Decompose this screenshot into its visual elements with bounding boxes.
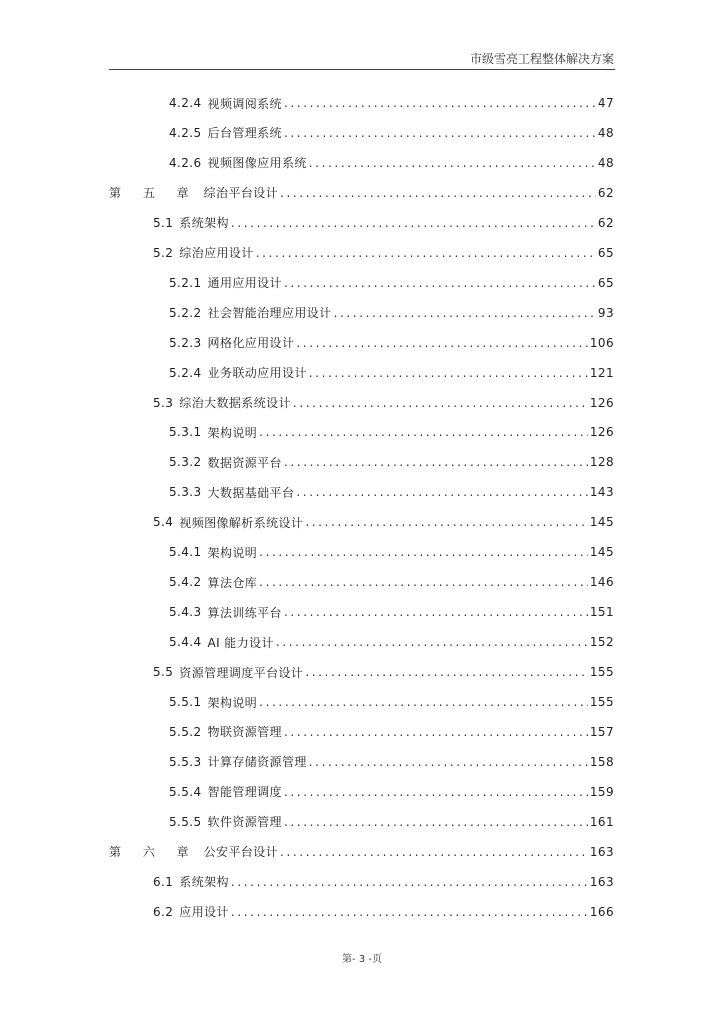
toc-entry[interactable] [0,722,724,742]
toc-entry[interactable] [0,333,724,353]
dot-leader [259,425,588,439]
toc-entry[interactable] [0,572,724,592]
toc-entry[interactable] [0,632,724,652]
dot-leader [259,575,588,589]
toc-entry-title: 综治应用设计 [179,246,254,261]
toc-entry-number: 5.3.2 [169,455,202,470]
toc-entry[interactable] [0,273,724,293]
dot-leader [284,455,588,469]
toc-entry-number: 5.4 [153,515,174,530]
dot-leader [256,246,596,260]
toc-entry-title: 公安平台设计 [203,845,279,860]
dot-leader [231,216,596,230]
toc-entry[interactable] [0,303,724,323]
toc-entry-page: 65 [597,245,614,260]
toc-entry[interactable] [0,872,724,892]
toc-entry[interactable] [0,243,724,263]
toc-entry-page: 65 [597,275,614,290]
toc-entry-title: 资源管理调度平台设计 [179,665,304,680]
toc-entry[interactable] [0,93,724,113]
toc-entry-number: 第 六 章 [109,845,198,860]
dot-leader [284,126,596,140]
toc-entry-page: 121 [589,365,614,380]
toc-entry-number: 5.3.1 [169,425,202,440]
toc-entry-page: 152 [589,635,614,650]
toc-entry-title: 大数据基础平台 [207,485,295,500]
toc-entry-page: 155 [589,695,614,709]
toc-entry-number: 5.3 [153,395,174,410]
toc-entry-number: 5.2.4 [169,365,202,380]
toc-entry-number: 5.4.3 [169,605,202,620]
toc-entry-number: 5.2.2 [169,305,202,320]
toc-entry[interactable] [0,662,724,682]
dot-leader [231,905,588,919]
toc-entry-title: 视频图像解析系统设计 [179,515,304,530]
toc-entry[interactable] [0,123,724,143]
dot-leader [284,785,588,799]
toc-entry-title: 网格化应用设计 [207,336,295,351]
toc-entry-page: 48 [597,155,614,170]
toc-entry-number: 5.2.3 [169,335,202,350]
toc-entry-number: 第 五 章 [109,186,198,201]
dot-leader [280,186,596,200]
toc-entry-number: 5.5.1 [169,695,202,709]
dot-leader [259,545,588,559]
toc-entry-page: 62 [597,185,614,200]
dot-leader [231,875,588,889]
toc-entry-title: 业务联动应用设计 [207,366,307,381]
toc-entry-number: 5.5.4 [169,784,202,799]
toc-entry[interactable] [0,842,724,862]
dot-leader [296,485,588,499]
toc-entry-title: 架构说明 [207,695,258,710]
page-number: 第- 3 -页 [342,954,382,965]
toc-entry-title: 系统架构 [179,216,229,231]
dot-leader [284,815,588,829]
toc-entry-title: 智能管理调度 [207,785,282,800]
toc-entry-title: 视频调阅系统 [207,96,282,111]
toc-entry-title: 数据资源平台 [207,455,282,470]
toc-entry-page: 145 [589,545,614,560]
toc-entry-title: AI 能力设计 [207,635,274,650]
toc-entry-title: 架构说明 [207,425,258,440]
toc-entry-number: 4.2.4 [169,96,202,110]
toc-entry[interactable] [0,902,724,922]
toc-entry-page: 146 [589,575,614,590]
toc-entry-page: 158 [589,754,614,769]
header-rule [109,69,615,70]
toc-entry-page: 126 [589,395,614,410]
toc-entry-number: 4.2.5 [169,125,202,140]
toc-entry-title: 物联资源管理 [207,725,282,740]
toc-entry-title: 综治大数据系统设计 [179,396,291,410]
dot-leader [309,755,588,769]
toc-entry-title: 社会智能治理应用设计 [207,306,332,321]
toc-entry-page: 128 [589,455,614,470]
toc-entry-title: 系统架构 [179,875,229,890]
toc-entry-page: 151 [589,605,614,620]
dot-leader [305,515,588,529]
toc-entry[interactable] [0,393,724,413]
dot-leader [276,635,588,649]
toc-entry[interactable] [0,812,724,832]
toc-entry-page: 48 [597,125,614,140]
dot-leader [309,156,596,170]
toc-entry-page: 157 [589,724,614,739]
toc-entry[interactable] [0,422,724,442]
dot-leader [284,605,588,619]
toc-entry[interactable] [0,692,724,712]
dot-leader [284,96,596,110]
toc-entry-number: 5.5.3 [169,754,202,769]
toc-entry[interactable] [0,183,724,203]
toc-entry-page: 62 [597,215,614,230]
toc-entry-title: 视频图像应用系统 [207,156,307,171]
dot-leader [280,845,588,859]
toc-entry-page: 47 [597,96,614,110]
toc-entry-title: 综治平台设计 [203,186,279,201]
toc-entry-page: 145 [589,515,614,530]
toc-entry-number: 5.5 [153,665,174,680]
toc-entry-page: 106 [589,335,614,350]
toc-entry[interactable] [0,602,724,622]
toc-entry-title: 算法仓库 [207,575,258,590]
toc-entry-page: 161 [589,814,614,829]
toc-entry[interactable] [0,452,724,472]
toc-entry-number: 5.4.2 [169,575,202,590]
toc-entry-page: 143 [589,485,614,500]
toc-entry-title: 通用应用设计 [207,276,282,291]
toc-entry-number: 5.5.5 [169,814,202,829]
dot-leader [284,276,596,290]
toc-entry[interactable] [0,213,724,233]
toc-entry[interactable] [0,542,724,562]
toc-entry-number: 5.2.1 [169,275,202,290]
dot-leader [284,725,588,739]
toc-entry-title: 应用设计 [179,905,229,920]
toc-entry-number: 5.5.2 [169,724,202,739]
toc-entry[interactable] [0,363,724,383]
toc-entry-number: 5.4.1 [169,545,202,560]
toc-entry-page: 155 [589,665,614,680]
running-header-title: 市级雪亮工程整体解决方案 [469,52,614,66]
toc-entry-title: 计算存储资源管理 [207,755,307,770]
toc-entry-page: 126 [589,425,614,440]
toc-entry[interactable] [0,782,724,802]
toc-entry-number: 6.2 [153,904,174,919]
toc-entry-page: 159 [589,784,614,799]
toc-entry-number: 6.1 [153,874,174,889]
toc-entry-page: 166 [589,904,614,919]
toc-entry-page: 93 [597,305,614,320]
toc-entry-number: 5.1 [153,215,174,230]
toc-entry-number: 5.4.4 [169,635,202,650]
toc-entry-title: 后台管理系统 [207,126,282,141]
toc-entry-page: 163 [589,844,614,859]
toc-entry-number: 4.2.6 [169,155,202,170]
toc-entry-number: 5.3.3 [169,485,202,500]
toc-entry[interactable] [0,512,724,532]
toc-entry[interactable] [0,482,724,502]
toc-entry[interactable] [0,153,724,173]
dot-leader [309,366,588,380]
dot-leader [259,695,588,709]
dot-leader [296,336,588,350]
dot-leader [334,306,596,320]
toc-entry-title: 软件资源管理 [207,815,282,830]
dot-leader [293,396,588,410]
dot-leader [305,665,588,679]
toc-entry-title: 架构说明 [207,545,258,560]
toc-entry-title: 算法训练平台 [207,605,282,620]
toc-entry[interactable] [0,752,724,772]
toc-entry-page: 163 [589,874,614,889]
toc-entry-number: 5.2 [153,245,174,260]
